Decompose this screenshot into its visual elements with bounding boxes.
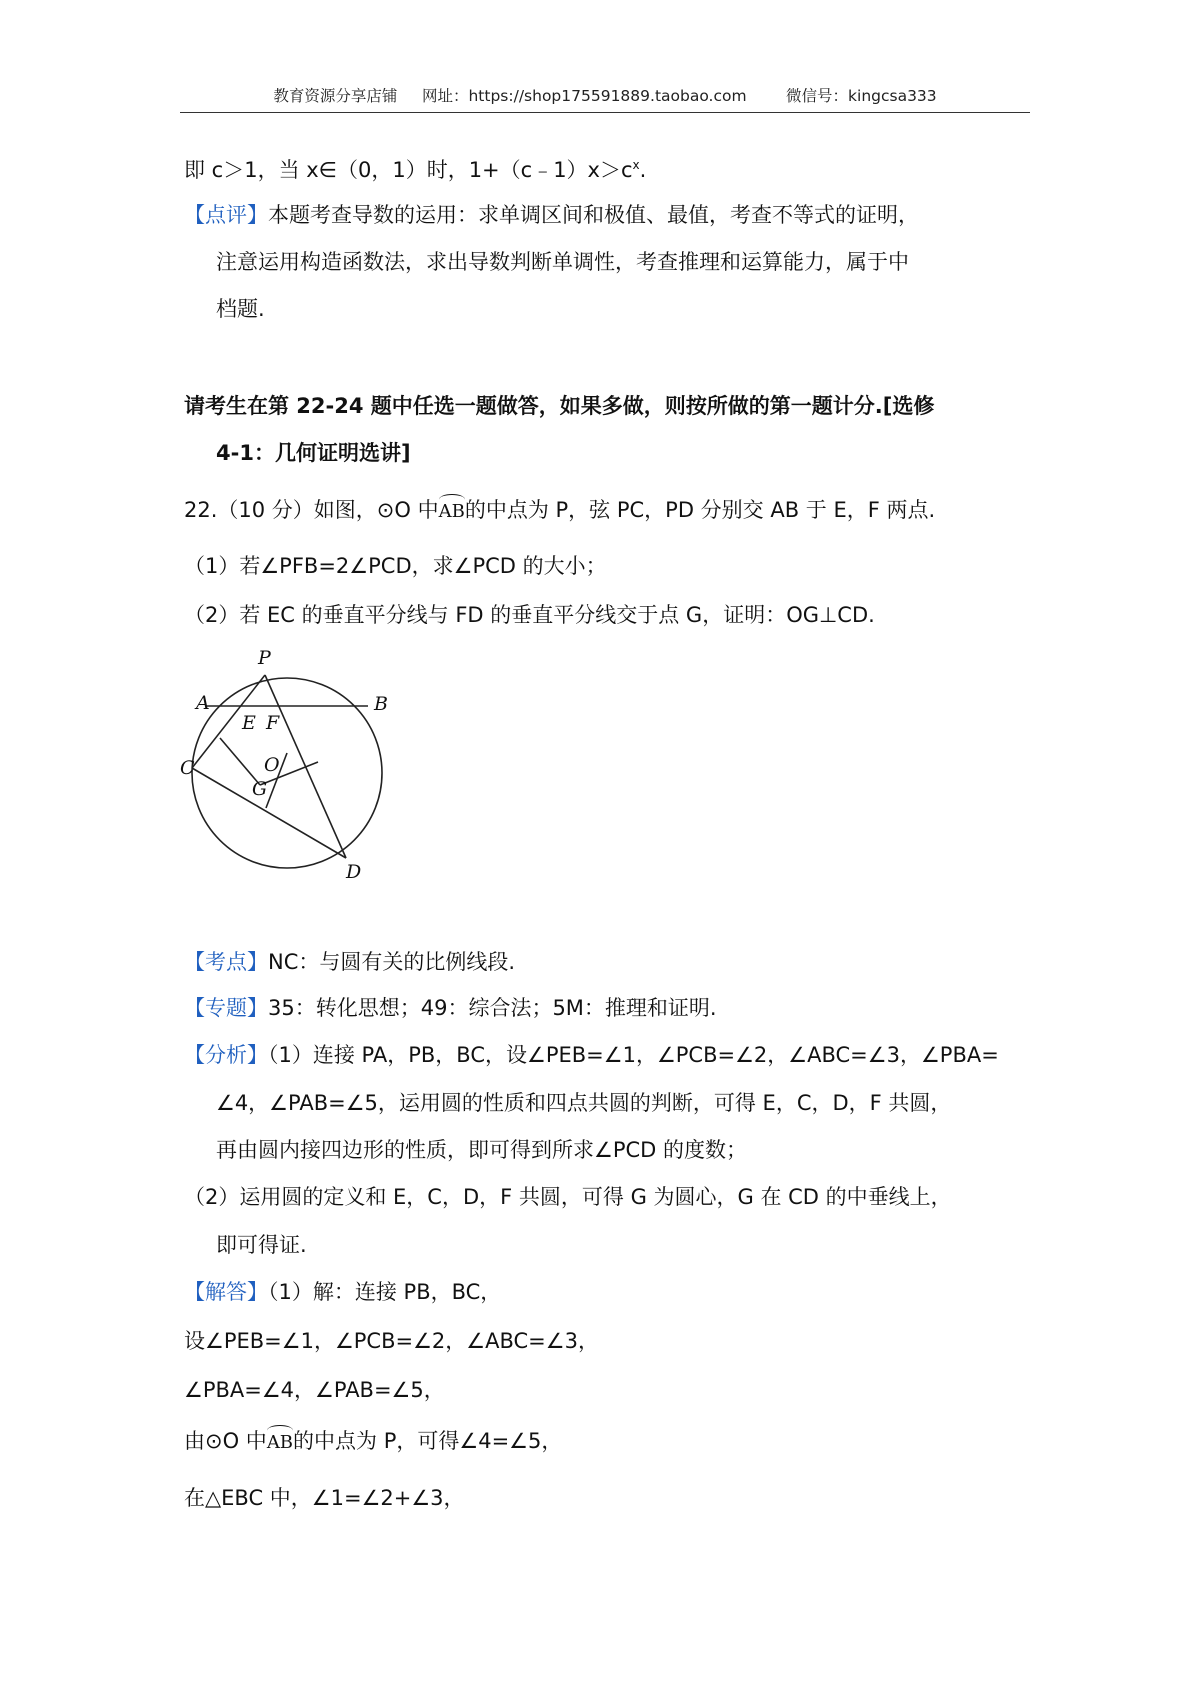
jieda-line-3: ∠PBA=∠4，∠PAB=∠5，	[184, 1378, 445, 1402]
wechat-id: kingcsa333	[848, 87, 937, 105]
wechat-label: 微信号：	[786, 87, 849, 105]
kaodian-tag: 【考点】	[184, 950, 268, 974]
arc-ab-symbol: AB	[438, 501, 465, 522]
label-d: D	[346, 861, 362, 883]
comment-line-3: 档题.	[216, 297, 265, 321]
arc-ab-symbol: AB	[266, 1432, 294, 1453]
question-22-part-1: （1）若∠PFB=2∠PCD，求∠PCD 的大小；	[184, 554, 607, 578]
jieda-line-5: 在△EBC 中，∠1=∠2+∠3，	[184, 1486, 465, 1510]
fenxi-tag: 【分析】	[184, 1043, 268, 1067]
fenxi-line-4: （2）运用圆的定义和 E，C，D，F 共圆，可得 G 为圆心，G 在 CD 的中垂线上，	[184, 1185, 952, 1209]
jieda-line-1: 【解答】（1）解：连接 PB，BC，	[184, 1280, 502, 1304]
shop-name: 教育资源分享店铺	[273, 87, 398, 105]
jieda-line-4: 由⊙O 中AB的中点为 P，可得∠4=∠5，	[184, 1429, 563, 1453]
comment-line-1: 【点评】本题考查导数的运用：求单调区间和极值、最值，考查不等式的证明，	[184, 203, 919, 227]
page-header	[180, 84, 1030, 106]
geometry-figure	[180, 647, 422, 883]
comment-tag: 【点评】	[184, 203, 268, 227]
shop-url[interactable]: https://shop175591889.taobao.com	[468, 87, 747, 105]
fenxi-line-5: 即可得证.	[216, 1233, 307, 1257]
label-a: A	[196, 692, 210, 714]
question-22-part-2: （2）若 EC 的垂直平分线与 FD 的垂直平分线交于点 G，证明：OG⊥CD.	[184, 603, 875, 627]
label-c: C	[180, 757, 195, 779]
label-f: F	[266, 712, 280, 734]
fenxi-line-1: 【分析】（1）连接 PA，PB，BC，设∠PEB=∠1，∠PCB=∠2，∠ABC=∠3，∠PBA=	[184, 1043, 999, 1067]
zhuanti-line: 【专题】35：转化思想；49：综合法；5M：推理和证明.	[184, 996, 717, 1020]
url-label: 网址：	[421, 87, 469, 105]
notice-line-2: 4-1：几何证明选讲]	[216, 441, 411, 465]
label-e: E	[242, 712, 256, 734]
question-22-stem: 22.（10 分）如图，⊙O 中AB的中点为 P，弦 PC，PD 分别交 AB 于 E，F 两点.	[184, 498, 936, 522]
notice-line-1: 请考生在第 22-24 题中任选一题做答，如果多做，则按所做的第一题计分.[选修	[184, 394, 935, 418]
fenxi-line-2: ∠4，∠PAB=∠5，运用圆的性质和四点共圆的判断，可得 E，C，D，F 共圆，	[216, 1091, 952, 1115]
header-divider	[180, 112, 1030, 113]
kaodian-line: 【考点】NC：与圆有关的比例线段.	[184, 950, 516, 974]
label-o: O	[264, 754, 280, 776]
fenxi-line-3: 再由圆内接四边形的性质，即可得到所求∠PCD 的度数；	[216, 1138, 747, 1162]
label-g: G	[252, 778, 268, 800]
jieda-line-2: 设∠PEB=∠1，∠PCB=∠2，∠ABC=∠3，	[184, 1329, 599, 1353]
jieda-tag: 【解答】	[184, 1280, 268, 1304]
label-b: B	[374, 693, 388, 715]
zhuanti-tag: 【专题】	[184, 996, 268, 1020]
conclusion-line: 即 c＞1，当 x∈（0，1）时，$1+(c﹣1)x>c^x$.	[184, 158, 647, 182]
label-p: P	[258, 647, 271, 669]
comment-line-2: 注意运用构造函数法，求出导数判断单调性，考查推理和运算能力，属于中	[216, 250, 909, 274]
